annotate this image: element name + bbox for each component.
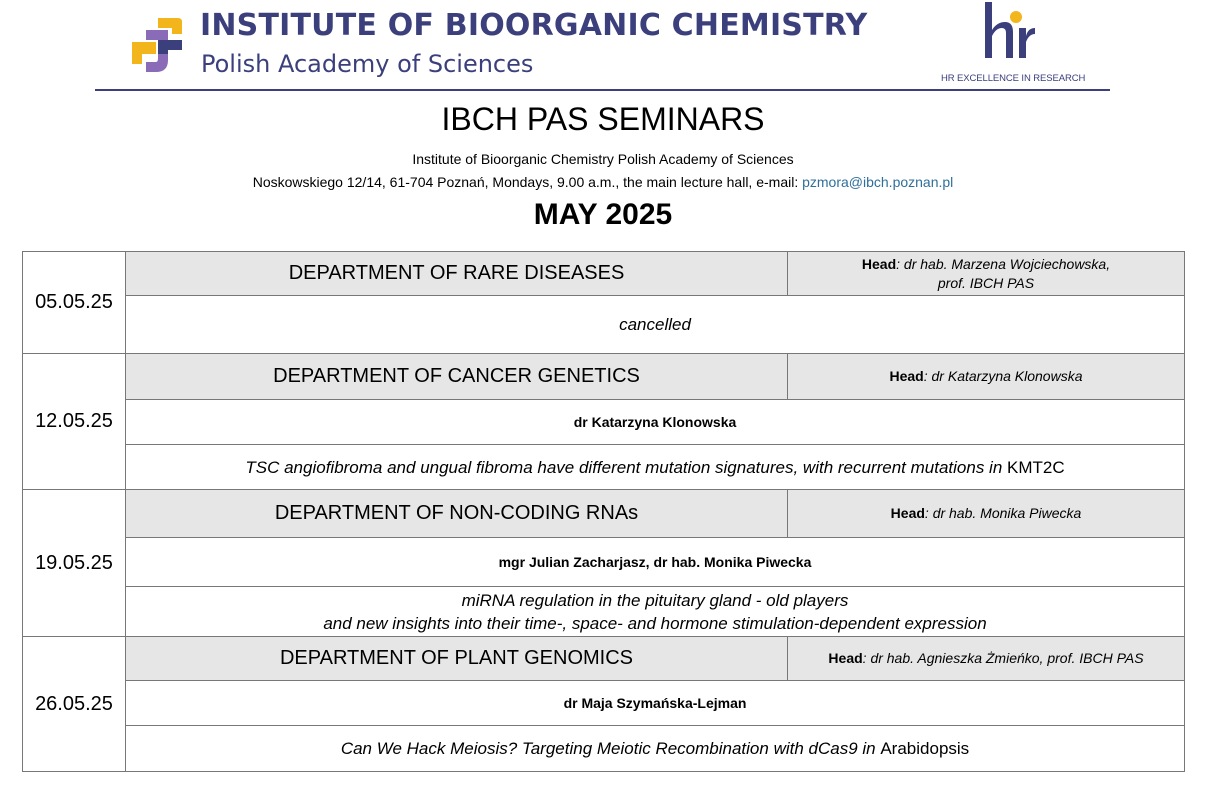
head-separator: :: [862, 650, 871, 666]
seminar-status: cancelled: [126, 296, 1185, 354]
speaker-name: dr Maja Szymańska-Lejman: [126, 681, 1185, 726]
department-head: [788, 490, 1185, 538]
hr-excellence-caption: HR EXCELLENCE IN RESEARCH: [941, 73, 1086, 84]
department-name: DEPARTMENT OF CANCER GENETICS: [126, 354, 788, 400]
head-separator: :: [923, 368, 932, 384]
department-name: DEPARTMENT OF RARE DISEASES: [126, 252, 788, 296]
talk-title-organism: Arabidopsis: [880, 739, 970, 758]
head-label: Head: [828, 650, 863, 666]
venue-info: [0, 174, 1206, 190]
talk-title: [126, 726, 1185, 772]
institute-logo-icon: [128, 14, 186, 76]
head-name: dr hab. Agnieszka Żmieńko, prof. IBCH PAS: [870, 650, 1144, 666]
speaker-name: mgr Julian Zacharjasz, dr hab. Monika Piwecka: [126, 538, 1185, 587]
header-divider: [95, 89, 1110, 91]
department-head: [788, 252, 1185, 296]
table-row: [23, 252, 1185, 296]
email-link[interactable]: pzmora@ibch.poznan.pl: [802, 174, 954, 190]
table-row: [23, 681, 1185, 726]
academy-name: Polish Academy of Sciences: [201, 50, 534, 78]
department-head: [788, 637, 1185, 681]
department-name: DEPARTMENT OF PLANT GENOMICS: [126, 637, 788, 681]
seminar-date: 19.05.25: [23, 490, 126, 637]
head-name-continued: prof. IBCH PAS: [937, 274, 1035, 291]
head-separator: :: [924, 505, 933, 521]
head-label: Head: [890, 505, 925, 521]
head-name: dr hab. Marzena Wojciechowska,: [903, 255, 1111, 272]
head-label: Head: [889, 368, 924, 384]
table-row: [23, 637, 1185, 681]
venue-text: Noskowskiego 12/14, 61-704 Poznań, Mondays, 9.00 a.m., the main lecture hall, e-mail:: [252, 174, 803, 190]
talk-title-line1: miRNA regulation in the pituitary gland - old players: [461, 590, 849, 610]
head-name: dr hab. Monika Piwecka: [932, 505, 1082, 521]
table-row: [23, 354, 1185, 400]
department-name: DEPARTMENT OF NON-CODING RNAs: [126, 490, 788, 538]
talk-title-text: TSC angiofibroma and ungual fibroma have different mutation signatures, with recurrent mutations in: [245, 457, 1007, 477]
seminar-date: 26.05.25: [23, 637, 126, 772]
institute-info: Institute of Bioorganic Chemistry Polish Academy of Sciences: [412, 151, 794, 167]
talk-title-gene: KMT2C: [1007, 457, 1065, 477]
table-row: [23, 587, 1185, 637]
month-title: MAY 2025: [533, 198, 673, 231]
seminar-date: 12.05.25: [23, 354, 126, 490]
head-label: Head: [861, 255, 897, 272]
page-title: IBCH PAS SEMINARS: [441, 101, 765, 137]
head-separator: :: [896, 255, 904, 272]
seminar-date: 05.05.25: [23, 252, 126, 354]
table-row: [23, 296, 1185, 354]
talk-title: [126, 445, 1185, 490]
table-row: [23, 538, 1185, 587]
table-row: [23, 445, 1185, 490]
table-row: [23, 400, 1185, 445]
speaker-name: dr Katarzyna Klonowska: [126, 400, 1185, 445]
table-row: [23, 490, 1185, 538]
talk-title-line2: and new insights into their time-, space- and hormone stimulation-dependent expression: [323, 613, 987, 633]
institute-name: INSTITUTE OF BIOORGANIC CHEMISTRY: [200, 8, 868, 43]
seminar-schedule-table: [22, 251, 1185, 772]
department-head: [788, 354, 1185, 400]
talk-title-text: Can We Hack Meiosis? Targeting Meiotic Recombination with dCas9 in: [340, 739, 881, 758]
hr-excellence-logo-icon: [975, 0, 1039, 64]
table-row: [23, 726, 1185, 772]
talk-title: [126, 587, 1185, 637]
head-name: dr Katarzyna Klonowska: [931, 368, 1083, 384]
